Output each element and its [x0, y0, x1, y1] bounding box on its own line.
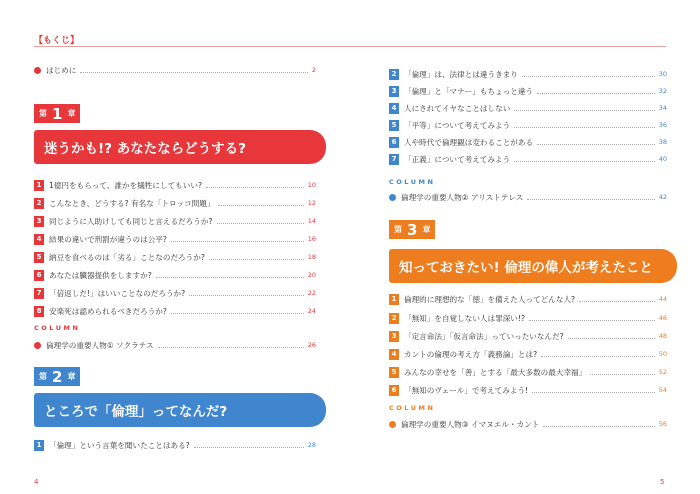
- entry-title: 安楽死は認められるべきだろうか?: [49, 306, 167, 316]
- entry-title: 1億円をもらって、誰かを犠牲にしてもいい?: [49, 180, 202, 190]
- toc-entry[interactable]: [389, 101, 667, 115]
- entry-page: 56: [658, 420, 667, 428]
- leader-dots: [218, 199, 303, 206]
- leader-dots: [579, 295, 655, 302]
- header-divider: [34, 46, 666, 47]
- leader-dots: [80, 66, 307, 73]
- entry-number-badge: 1: [34, 440, 44, 451]
- toc-entry[interactable]: [389, 152, 667, 166]
- entry-title: 「倫理」という言葉を聞いたことはある?: [49, 440, 190, 450]
- leader-dots: [206, 181, 304, 188]
- entry-title: こんなとき、どうする? 有名な「トロッコ問題」: [49, 198, 215, 208]
- entry-page: 40: [658, 155, 667, 163]
- leader-dots: [514, 155, 655, 162]
- chapter-tag-suffix: 章: [422, 225, 431, 234]
- entry-page: 2: [311, 66, 316, 74]
- chapter-3-tag: [389, 220, 435, 239]
- chapter-tag-prefix: 第: [39, 109, 47, 118]
- column-entry[interactable]: [34, 338, 316, 352]
- leader-dots: [171, 307, 304, 314]
- entry-title: 人や時代で倫理観は変わることがある: [404, 137, 534, 147]
- intro-entry[interactable]: [34, 63, 316, 77]
- entry-number-badge: 8: [34, 306, 44, 317]
- chapter-1-tag: [34, 104, 80, 123]
- entry-title: 「平等」について考えてみよう: [404, 120, 511, 130]
- leader-dots: [156, 271, 304, 278]
- entry-title: 同じように人助けしても同じと言えるだろうか?: [49, 216, 213, 226]
- entry-page: 30: [658, 70, 667, 78]
- entry-title: みんなの幸せを「善」とする「最大多数の最大幸福」: [404, 367, 587, 377]
- entry-page: 22: [307, 289, 316, 297]
- entry-title: 人にされてイヤなことはしない: [404, 103, 511, 113]
- leader-dots: [217, 217, 304, 224]
- entry-page: 28: [307, 441, 316, 449]
- leader-dots: [514, 104, 654, 111]
- toc-entry[interactable]: [389, 67, 667, 81]
- entry-number-badge: 7: [34, 288, 44, 299]
- entry-page: 12: [307, 199, 316, 207]
- toc-entry[interactable]: [34, 286, 316, 300]
- entry-number-badge: 1: [389, 294, 399, 305]
- chapter-1-title[interactable]: 迷うかも!? あなたならどうする?: [34, 130, 326, 164]
- entry-page: 54: [658, 386, 667, 394]
- leader-dots: [568, 332, 655, 339]
- entry-page: 34: [658, 104, 667, 112]
- toc-entry[interactable]: [34, 214, 316, 228]
- bullet-icon: [389, 194, 396, 201]
- chapter-number: 1: [52, 104, 63, 123]
- entry-number-badge: 4: [389, 103, 399, 114]
- leader-dots: [590, 368, 654, 375]
- entry-page: 26: [307, 341, 316, 349]
- entry-title: 納豆を食べるのは「劣る」ことなのだろうか?: [49, 252, 205, 262]
- entry-page: 20: [307, 271, 316, 279]
- leader-dots: [522, 70, 655, 77]
- toc-entry[interactable]: [389, 329, 667, 343]
- toc-entry[interactable]: [389, 135, 667, 149]
- entry-title: 「定言命法」「仮言命法」っていったいなんだ?: [404, 331, 564, 341]
- leader-dots: [189, 289, 304, 296]
- chapter-2-title[interactable]: ところで「倫理」ってなんだ?: [34, 393, 326, 427]
- entry-number-badge: 3: [34, 216, 44, 227]
- entry-number-badge: 5: [389, 120, 399, 131]
- entry-page: 18: [307, 253, 316, 261]
- column-entry[interactable]: [389, 417, 667, 431]
- entry-title: 結果の違いで刑罰が違うのは公平?: [49, 234, 167, 244]
- entry-title: 「倫理」と「マナー」もちょっと違う: [404, 86, 534, 96]
- chapter-2-tag: [34, 367, 80, 386]
- leader-dots: [532, 386, 655, 393]
- entry-page: 44: [658, 295, 667, 303]
- entry-number-badge: 5: [389, 367, 399, 378]
- toc-entry[interactable]: [389, 383, 667, 397]
- entry-title: 倫理的に理想的な「徳」を備えた人ってどんな人?: [404, 294, 576, 304]
- toc-entry[interactable]: [389, 84, 667, 98]
- entry-number-badge: 4: [34, 234, 44, 245]
- entry-title: カントの倫理の考え方「義務論」とは?: [404, 349, 538, 359]
- leader-dots: [209, 253, 304, 260]
- bullet-icon: [34, 67, 41, 74]
- entry-number-badge: 6: [34, 270, 44, 281]
- entry-number-badge: 5: [34, 252, 44, 263]
- leader-dots: [158, 341, 304, 348]
- column-entry[interactable]: [389, 190, 667, 204]
- entry-number-badge: 6: [389, 385, 399, 396]
- toc-entry[interactable]: [34, 196, 316, 210]
- entry-page: 32: [658, 87, 667, 95]
- toc-header: 【もくじ】: [34, 36, 80, 46]
- entry-title: 「無知」を自覚しない人は罪深い!?: [404, 313, 525, 323]
- leader-dots: [537, 138, 655, 145]
- toc-entry[interactable]: [389, 365, 667, 379]
- entry-title: 倫理学の重要人物② アリストテレス: [401, 192, 524, 202]
- chapter-3-title[interactable]: 知っておきたい! 倫理の偉人が考えたこと: [389, 249, 677, 283]
- chapter-tag-suffix: 章: [67, 372, 76, 381]
- toc-entry[interactable]: [34, 250, 316, 264]
- entry-number-badge: 1: [34, 180, 44, 191]
- entry-number-badge: 2: [389, 69, 399, 80]
- entry-page: 42: [658, 193, 667, 201]
- leader-dots: [541, 350, 655, 357]
- leader-dots: [514, 121, 655, 128]
- bullet-icon: [34, 342, 41, 349]
- toc-entry[interactable]: [389, 311, 667, 325]
- toc-entry[interactable]: [34, 268, 316, 282]
- chapter-tag-prefix: 第: [39, 372, 47, 381]
- leader-dots: [171, 235, 304, 242]
- entry-page: 52: [658, 368, 667, 376]
- entry-number-badge: 3: [389, 331, 399, 342]
- toc-entry[interactable]: [34, 178, 316, 192]
- entry-number-badge: 6: [389, 137, 399, 148]
- chapter-tag-suffix: 章: [67, 109, 76, 118]
- toc-entry[interactable]: [34, 232, 316, 246]
- entry-page: 14: [307, 217, 316, 225]
- entry-title: 「倫理」は、法律とは違うきまり: [404, 69, 518, 79]
- bullet-icon: [389, 421, 396, 428]
- column-label: COLUMN: [389, 404, 436, 412]
- entry-number-badge: 2: [34, 198, 44, 209]
- column-label: COLUMN: [389, 178, 436, 186]
- leader-dots: [527, 193, 654, 200]
- entry-page: 48: [658, 332, 667, 340]
- entry-title: はじめに: [46, 65, 77, 75]
- toc-entry[interactable]: [389, 118, 667, 132]
- chapter-tag-prefix: 第: [394, 225, 402, 234]
- entry-page: 50: [658, 350, 667, 358]
- entry-page: 46: [658, 314, 667, 322]
- toc-entry[interactable]: [34, 304, 316, 318]
- column-label: COLUMN: [34, 324, 81, 332]
- entry-title: 倫理学の重要人物③ イマヌエル・カント: [401, 419, 540, 429]
- toc-entry[interactable]: [389, 292, 667, 306]
- left-page-number: 4: [34, 478, 39, 486]
- entry-number-badge: 4: [389, 349, 399, 360]
- entry-title: 「無知のヴェール」で考えてみよう!: [404, 385, 529, 395]
- entry-page: 38: [658, 138, 667, 146]
- leader-dots: [543, 420, 654, 427]
- toc-entry[interactable]: [389, 347, 667, 361]
- leader-dots: [537, 87, 655, 94]
- entry-number-badge: 7: [389, 154, 399, 165]
- entry-title: あなたは臓器提供をしますか?: [49, 270, 152, 280]
- entry-page: 10: [307, 181, 316, 189]
- chapter-number: 2: [52, 367, 63, 386]
- entry-page: 16: [307, 235, 316, 243]
- entry-title: 「倍返しだ!」はいいことなのだろうか?: [49, 288, 186, 298]
- right-page-number: 5: [660, 478, 665, 486]
- entry-title: 倫理学の重要人物① ソクラテス: [46, 340, 154, 350]
- leader-dots: [529, 314, 655, 321]
- chapter-number: 3: [407, 220, 418, 239]
- entry-title: 「正義」について考えてみよう: [404, 154, 511, 164]
- entry-page: 36: [658, 121, 667, 129]
- entry-page: 24: [307, 307, 316, 315]
- entry-number-badge: 3: [389, 86, 399, 97]
- entry-number-badge: 2: [389, 313, 399, 324]
- leader-dots: [194, 441, 304, 448]
- toc-entry[interactable]: [34, 438, 316, 452]
